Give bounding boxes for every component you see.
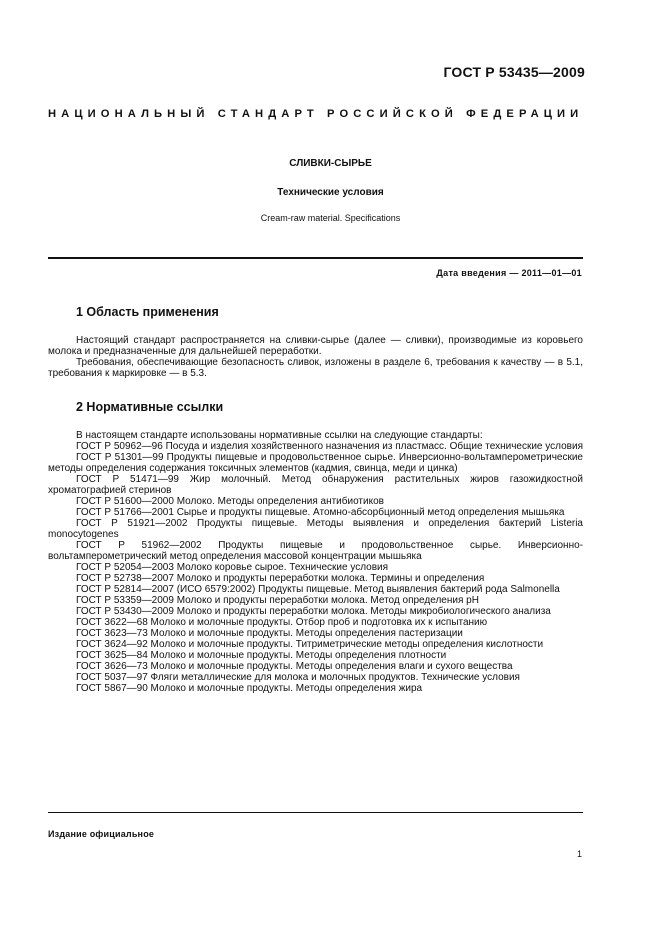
effective-date: Дата введения — 2011—01—01: [436, 268, 582, 278]
reference-item: ГОСТ Р 52054—2003 Молоко коровье сырое. Технические условия: [76, 562, 389, 573]
reference-item: ГОСТ Р 51921—2002 Продукты пищевые. Методы выявления и определения бактерий Listeria monocytogenes: [48, 518, 583, 540]
document-subtitle: Технические условия: [277, 187, 384, 198]
paragraph: В настоящем стандарте использованы нормативные ссылки на следующие стандарты:: [76, 430, 483, 441]
section-heading-references: 2 Нормативные ссылки: [76, 400, 224, 414]
reference-item: ГОСТ Р 51600—2000 Молоко. Методы определения антибиотиков: [76, 496, 384, 507]
footer-divider: [48, 812, 583, 813]
reference-item: ГОСТ 3624—92 Молоко и молочные продукты. Титриметрические методы определения кислотности: [76, 639, 544, 650]
reference-item: ГОСТ 3625—84 Молоко и молочные продукты. Методы определения плотности: [76, 650, 447, 661]
edition-note: Издание официальное: [48, 829, 155, 839]
page-number: 1: [576, 849, 582, 859]
reference-item: ГОСТ Р 51962—2002 Продукты пищевые и продовольственное сырье. Инверсионно-вольтамперометрический метод определения массовой концентрации мышьяка: [48, 540, 583, 562]
standard-number: ГОСТ Р 53435—2009: [443, 64, 585, 80]
reference-item: ГОСТ Р 51301—99 Продукты пищевые и продовольственное сырье. Инверсионно-вольтамперометрические методы определения содержания токсичных элементов (кадмия, свинца, меди и цинка): [48, 452, 583, 474]
reference-item: ГОСТ Р 50962—96 Посуда и изделия хозяйственного назначения из пластмасс. Общие технические условия: [76, 441, 583, 452]
reference-item: ГОСТ 3623—73 Молоко и молочные продукты. Методы определения пастеризации: [76, 628, 463, 639]
reference-item: ГОСТ Р 52738—2007 Молоко и продукты переработки молока. Термины и определения: [76, 573, 485, 584]
reference-item: ГОСТ 3622—68 Молоко и молочные продукты. Отбор проб и подготовка их к испытанию: [76, 617, 488, 628]
national-standard-banner: НАЦИОНАЛЬНЫЙ СТАНДАРТ РОССИЙСКОЙ ФЕДЕРАЦИИ: [48, 108, 584, 120]
section-body-references: [48, 430, 583, 694]
paragraph: Требования, обеспечивающие безопасность сливок, изложены в разделе 6, требования к качеству — в 5.1, требования к маркировке — в 5.3.: [48, 357, 583, 379]
reference-item: ГОСТ Р 52814—2007 (ИСО 6579:2002) Продукты пищевые. Метод выявления бактерий рода Salmonella: [76, 584, 560, 595]
document-english-title: Cream-raw material. Specifications: [260, 213, 401, 223]
reference-item: ГОСТ 5867—90 Молоко и молочные продукты. Методы определения жира: [76, 683, 423, 694]
document-title: СЛИВКИ-СЫРЬЕ: [289, 158, 372, 169]
reference-item: ГОСТ Р 51766—2001 Сырье и продукты пищевые. Атомно-абсорбционный метод определения мышьяка: [76, 507, 565, 518]
reference-item: ГОСТ 5037—97 Фляги металлические для молока и молочных продуктов. Технические условия: [76, 672, 520, 683]
reference-item: ГОСТ Р 53430—2009 Молоко и продукты переработки молока. Методы микробиологического анализа: [76, 606, 551, 617]
reference-item: ГОСТ Р 51471—99 Жир молочный. Метод обнаружения растительных жиров газожидкостной хроматографией стеринов: [48, 474, 583, 496]
header-divider: [48, 257, 583, 259]
paragraph: Настоящий стандарт распространяется на сливки-сырье (далее — сливки), производимые из коровьего молока и предназначенные для дальнейшей переработки.: [48, 335, 583, 357]
reference-item: ГОСТ Р 53359—2009 Молоко и продукты переработки молока. Метод определения pH: [76, 595, 479, 606]
reference-item: ГОСТ 3626—73 Молоко и молочные продукты. Методы определения влаги и сухого вещества: [76, 661, 513, 672]
section-heading-scope: 1 Область применения: [76, 305, 219, 319]
section-body-scope: [48, 335, 583, 379]
